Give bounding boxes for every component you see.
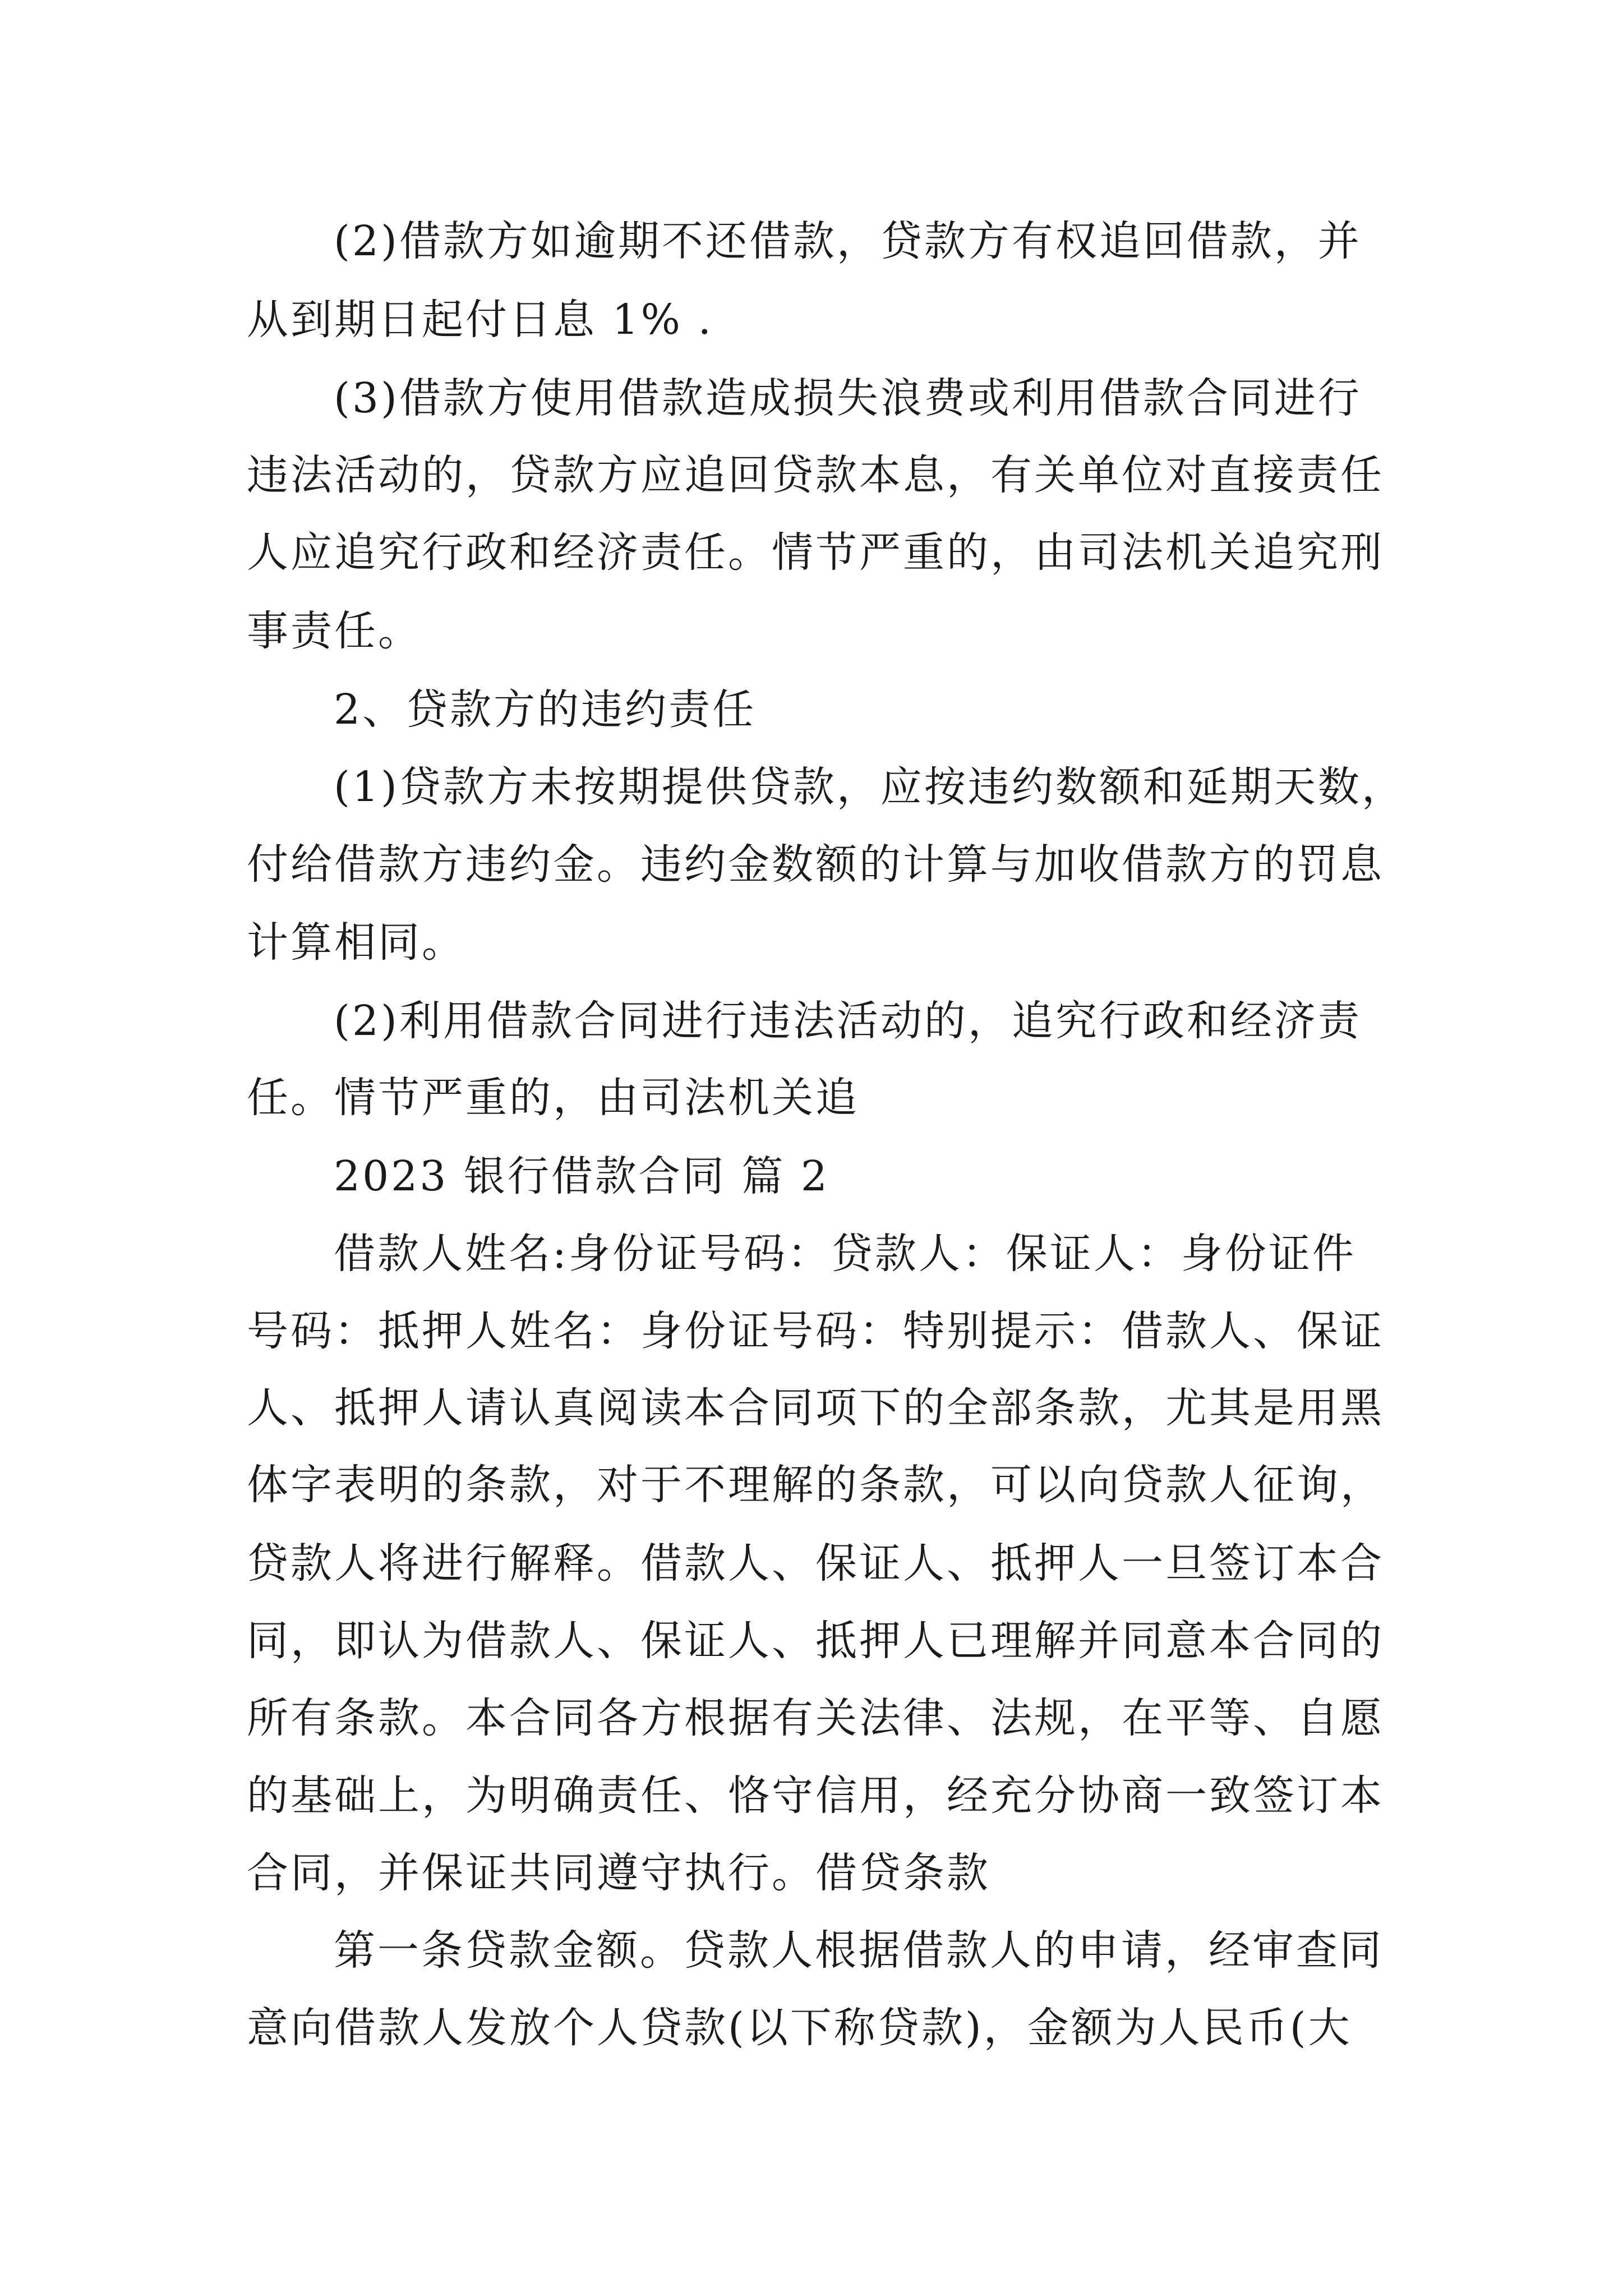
text-line: 贷款人将进行解释。借款人、保证人、抵押人一旦签订本合 bbox=[247, 1539, 1384, 1588]
text-line: 付给借款方违约金。违约金数额的计算与加收借款方的罚息 bbox=[247, 840, 1384, 889]
text-line: (2)利用借款合同进行违法活动的，追究行政和经济责 bbox=[334, 997, 1362, 1045]
text-line: 人、抵押人请认真阅读本合同项下的全部条款，尤其是用黑 bbox=[247, 1384, 1384, 1432]
text-line: (1)贷款方未按期提供贷款，应按违约数额和延期天数， bbox=[334, 763, 1405, 811]
text-line: 意向借款人发放个人贷款(以下称贷款)，金额为人民币(大 bbox=[247, 2004, 1352, 2052]
text-line: 从到期日起付日息 1% . bbox=[247, 296, 713, 344]
text-line: 号码：抵押人姓名：身份证号码：特别提示：借款人、保证 bbox=[247, 1307, 1384, 1355]
text-line: 的基础上，为明确责任、恪守信用，经充分协商一致签订本 bbox=[247, 1772, 1384, 1820]
text-line: 任。情节严重的，由司法机关追 bbox=[247, 1074, 859, 1122]
section-heading: 2、贷款方的违约责任 bbox=[334, 685, 757, 734]
text-line: 借款人姓名:身份证号码：贷款人：保证人：身份证件 bbox=[334, 1230, 1356, 1278]
text-line: 同，即认为借款人、保证人、抵押人已理解并同意本合同的 bbox=[247, 1617, 1384, 1665]
text-line: 人应追究行政和经济责任。情节严重的，由司法机关追究刑 bbox=[247, 528, 1384, 577]
text-line: 计算相同。 bbox=[247, 918, 465, 967]
text-line: 合同，并保证共同遵守执行。借贷条款 bbox=[247, 1849, 990, 1897]
text-line: 体字表明的条款，对于不理解的条款，可以向贷款人征询， bbox=[247, 1461, 1384, 1509]
text-line: (2)借款方如逾期不还借款，贷款方有权追回借款，并 bbox=[334, 217, 1362, 265]
text-line: (3)借款方使用借款造成损失浪费或利用借款合同进行 bbox=[334, 374, 1362, 422]
section-title: 2023 银行借款合同 篇 2 bbox=[334, 1152, 829, 1200]
text-line: 所有条款。本合同各方根据有关法律、法规，在平等、自愿 bbox=[247, 1694, 1384, 1742]
text-line: 违法活动的，贷款方应追回贷款本息，有关单位对直接责任 bbox=[247, 451, 1384, 499]
text-line: 事责任。 bbox=[247, 607, 422, 655]
text-line: 第一条贷款金额。贷款人根据借款人的申请，经审查同 bbox=[334, 1926, 1384, 1975]
